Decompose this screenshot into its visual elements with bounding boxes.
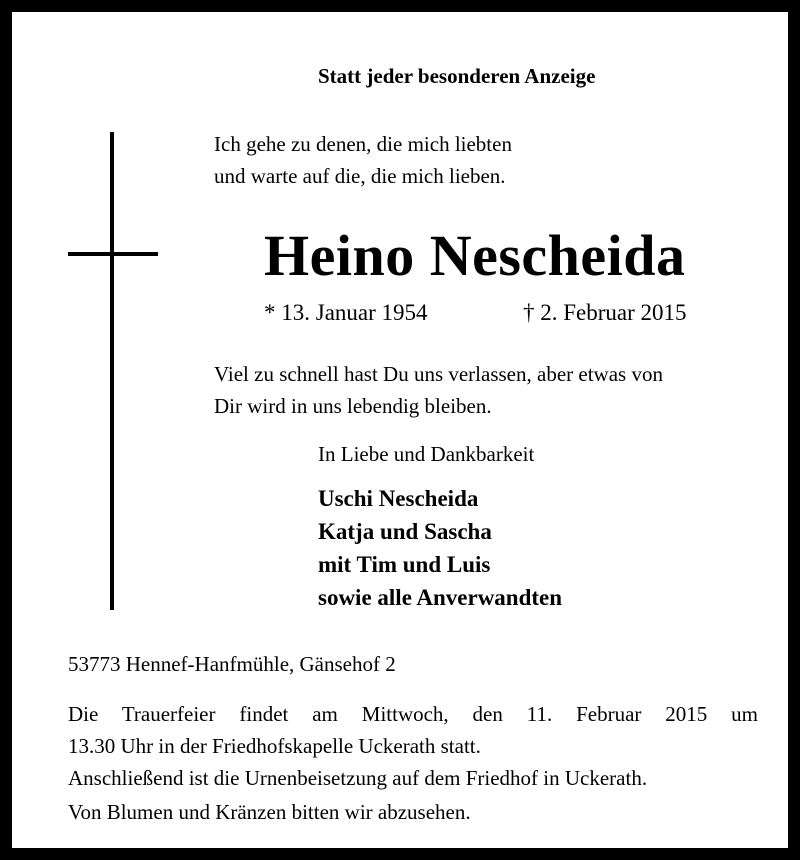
verse <box>214 358 663 422</box>
mourners-intro: In Liebe und Dankbarkeit <box>318 442 535 466</box>
notice-intro: Statt jeder besonderen Anzeige <box>318 64 596 88</box>
cross-bar <box>68 252 158 256</box>
quote-line-1: Ich gehe zu denen, die mich liebten <box>214 132 512 156</box>
birth-date: * 13. Januar 1954 <box>264 300 428 325</box>
mourner-name: sowie alle Anverwandten <box>318 585 563 610</box>
cross-icon <box>110 132 114 610</box>
funeral-line-2: 13.30 Uhr in der Friedhofskapelle Uckerath statt. <box>68 734 481 758</box>
mourner-name: mit Tim und Luis <box>318 552 491 577</box>
quote <box>214 128 512 192</box>
funeral-line-1: Die Trauerfeier findet am Mittwoch, den 11. Februar 2015 um <box>68 702 758 726</box>
deceased-name: Heino Nescheida <box>264 223 686 288</box>
verse-line-1: Viel zu schnell hast Du uns verlassen, aber etwas von <box>214 362 663 386</box>
death-date: † 2. Februar 2015 <box>523 300 687 325</box>
quote-line-2: und warte auf die, die mich lieben. <box>214 164 506 188</box>
funeral-info <box>68 698 758 794</box>
mourner-name: Katja und Sascha <box>318 519 492 544</box>
closing-note: Von Blumen und Kränzen bitten wir abzusehen. <box>68 800 471 824</box>
funeral-line-3: Anschließend ist die Urnenbeisetzung auf dem Friedhof in Uckerath. <box>68 766 648 790</box>
mourner-name: Uschi Nescheida <box>318 486 479 511</box>
address: 53773 Hennef-Hanfmühle, Gänsehof 2 <box>68 652 396 676</box>
verse-line-2: Dir wird in uns lebendig bleiben. <box>214 394 492 418</box>
